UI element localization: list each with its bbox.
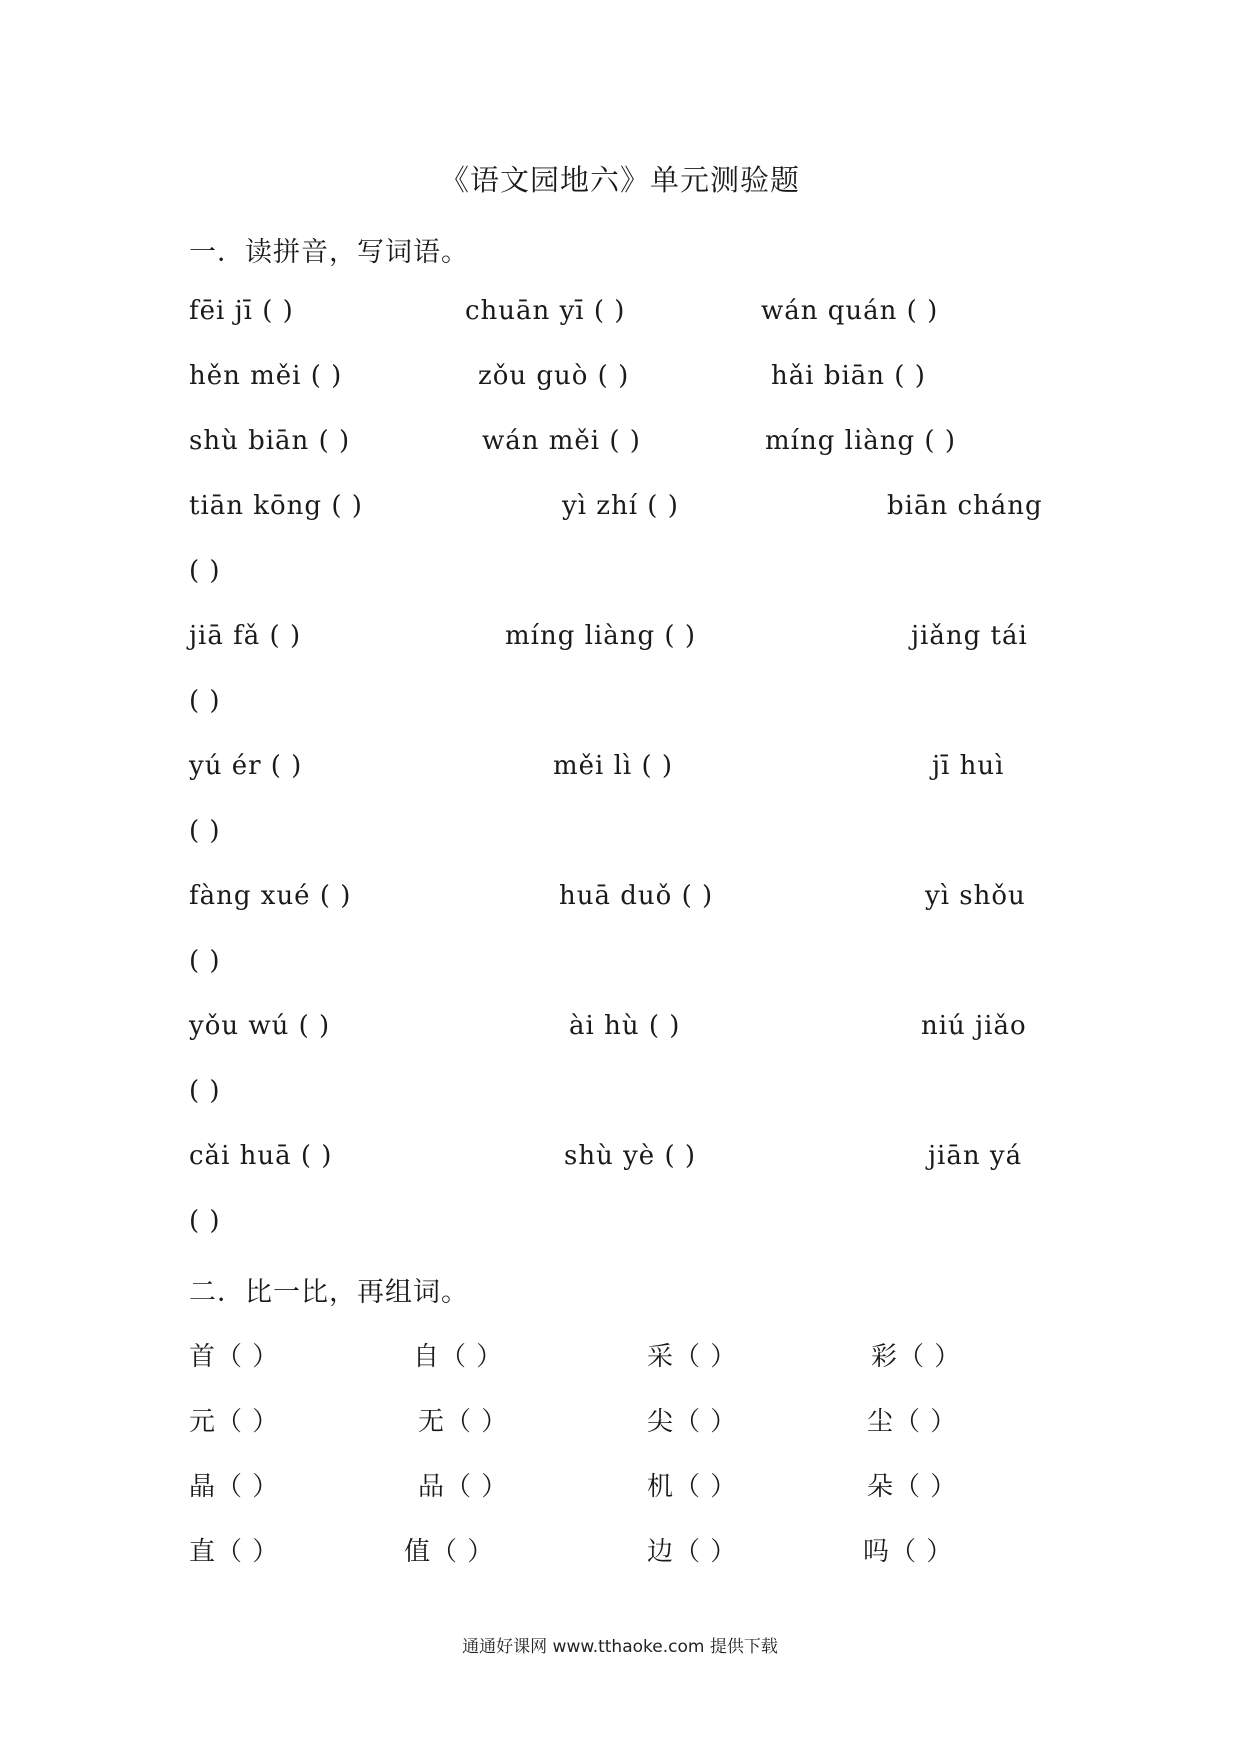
compare-item: 机（ ） <box>647 1472 738 1502</box>
pinyin-item: chuān yī ( ) <box>465 296 626 326</box>
compare-item: 元（ ） <box>189 1407 280 1437</box>
pinyin-item: fēi jī ( ) <box>189 296 294 326</box>
pinyin-item: jiān yá <box>928 1141 1023 1171</box>
pinyin-item: ài hù ( ) <box>569 1011 681 1041</box>
pinyin-row-wrap <box>189 556 1061 600</box>
compare-item: 自（ ） <box>413 1342 504 1372</box>
pinyin-row <box>189 491 1061 535</box>
pinyin-row <box>189 426 1061 470</box>
compare-item: 晶（ ） <box>189 1472 280 1502</box>
pinyin-row <box>189 361 1061 405</box>
pinyin-item: jī huì <box>932 751 1005 781</box>
pinyin-item: míng liàng ( ) <box>505 621 696 651</box>
pinyin-row <box>189 1141 1061 1185</box>
compare-item: 彩（ ） <box>871 1342 962 1372</box>
pinyin-item: hǎi biān ( ) <box>771 361 926 391</box>
answer-parentheses: ( ) <box>189 686 221 716</box>
pinyin-item: huā duǒ ( ) <box>559 881 714 911</box>
pinyin-item: yì zhí ( ) <box>562 491 679 521</box>
pinyin-row <box>189 296 1061 340</box>
pinyin-item: shù biān ( ) <box>189 426 351 456</box>
pinyin-row-wrap <box>189 686 1061 730</box>
pinyin-row <box>189 1011 1061 1055</box>
pinyin-item: jiā fǎ ( ) <box>189 621 302 651</box>
pinyin-item: jiǎng tái <box>911 621 1028 651</box>
compare-item: 首（ ） <box>189 1342 280 1372</box>
pinyin-item: yú ér ( ) <box>189 751 303 781</box>
compare-item: 品（ ） <box>418 1472 509 1502</box>
pinyin-item: hěn měi ( ) <box>189 361 343 391</box>
page-title: 《语文园地六》单元测验题 <box>439 163 800 197</box>
answer-parentheses: ( ) <box>189 1076 221 1106</box>
compare-row <box>189 1336 1061 1380</box>
pinyin-item: biān cháng <box>887 491 1043 521</box>
pinyin-item: yǒu wú ( ) <box>189 1011 331 1041</box>
compare-item: 朵（ ） <box>867 1472 958 1502</box>
pinyin-row <box>189 751 1061 795</box>
compare-row <box>189 1531 1061 1575</box>
compare-item: 直（ ） <box>189 1537 280 1567</box>
pinyin-row-wrap <box>189 1206 1061 1250</box>
compare-item: 采（ ） <box>647 1342 738 1372</box>
pinyin-item: yì shǒu <box>925 881 1026 911</box>
pinyin-row-wrap <box>189 816 1061 860</box>
compare-item: 尘（ ） <box>867 1407 958 1437</box>
pinyin-item: cǎi huā ( ) <box>189 1141 333 1171</box>
answer-parentheses: ( ) <box>189 1206 221 1236</box>
pinyin-item: měi lì ( ) <box>553 751 674 781</box>
pinyin-item: shù yè ( ) <box>564 1141 696 1171</box>
section-1-heading: 一．读拼音，写词语。 <box>189 237 469 268</box>
compare-item: 值（ ） <box>404 1537 495 1567</box>
answer-parentheses: ( ) <box>189 816 221 846</box>
pinyin-item: míng liàng ( ) <box>765 426 956 456</box>
compare-row <box>189 1466 1061 1510</box>
pinyin-item: zǒu guò ( ) <box>478 361 630 391</box>
answer-parentheses: ( ) <box>189 946 221 976</box>
compare-item: 边（ ） <box>647 1537 738 1567</box>
pinyin-item: fàng xué ( ) <box>189 881 352 911</box>
pinyin-item: wán měi ( ) <box>482 426 641 456</box>
pinyin-item: niú jiǎo <box>921 1011 1027 1041</box>
pinyin-item: wán quán ( ) <box>761 296 939 326</box>
compare-item: 尖（ ） <box>647 1407 738 1437</box>
compare-item: 无（ ） <box>418 1407 509 1437</box>
answer-parentheses: ( ) <box>189 556 221 586</box>
pinyin-row <box>189 881 1061 925</box>
compare-row <box>189 1401 1061 1445</box>
pinyin-row <box>189 621 1061 665</box>
compare-item: 吗（ ） <box>863 1537 954 1567</box>
pinyin-row-wrap <box>189 946 1061 990</box>
pinyin-row-wrap <box>189 1076 1061 1120</box>
section-2-heading: 二．比一比，再组词。 <box>189 1277 469 1308</box>
footer-source: 通通好课网 www.tthaoke.com 提供下载 <box>462 1637 778 1657</box>
pinyin-item: tiān kōng ( ) <box>189 491 363 521</box>
